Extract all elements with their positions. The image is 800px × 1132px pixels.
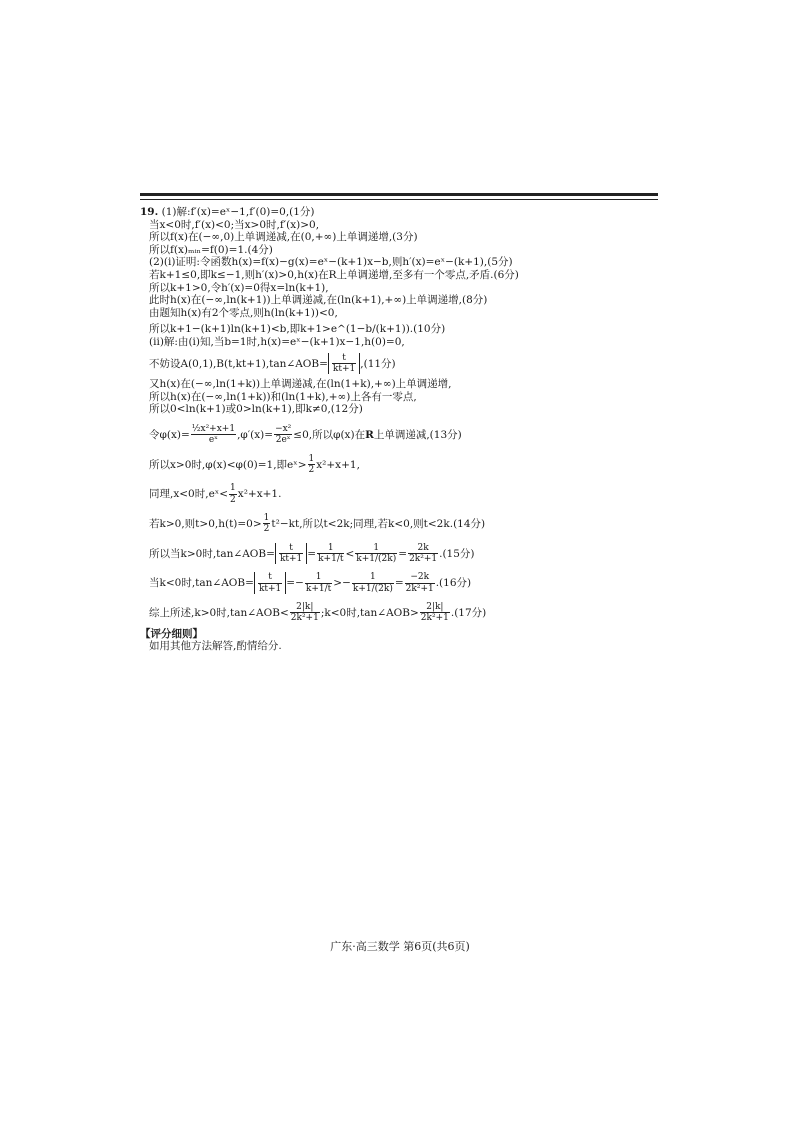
solution-line-22: 综上所述,k>0时,tan∠AOB< $\frac{2|k|}{\text{2k²+1}}$ ;k<0时,tan∠AOB> $\frac{2|k|}{\text{2k²+1}}$ .(17分) [149, 602, 487, 624]
fraction-one-over-k-plus-1-over-2k: $\frac{1}{k+1/(2k)}$ [356, 542, 397, 565]
fraction-one-over-k-plus-1-over-t: $\frac{1}{k+1/t}$ [318, 542, 344, 565]
solution-line-9: 由题知h(x)有2个零点,则h(ln(k+1))<0, [149, 306, 338, 319]
fraction-2k-over: $\frac{2k}{\text{2k²+1}}$ [409, 542, 438, 565]
solution-line-16: 令φ(x)= $\frac{\text{½x²+x+1}}{\text{eˣ}}$ ,φ′(x)= $\frac{\text{−x²}}{\text{2eˣ}}$ ≤0,所以φ(x)在R上单调递减,(13分) [149, 424, 462, 446]
header-rule-thick [140, 193, 658, 196]
abs-value [328, 353, 360, 375]
solution-line-12: 不妨设A(0,1),B(t,kt+1),tan∠AOB= $\frac{t}{kt+1}$ ,(11分) [149, 352, 396, 374]
fraction-phi-prime: $\frac{\text{−x²}}{\text{2eˣ}}$ [275, 424, 292, 446]
fraction-neg-2k-over: $\frac{-2k}{\text{2k²+1}}$ [405, 572, 434, 594]
solution-line-2: 当x<0时,f′(x)<0;当x>0时,f′(x)>0, [149, 218, 320, 231]
solution-line-17: 所以x>0时,φ(x)<φ(0)=1,即eˣ> $\frac{1}{2}$ x²+x+1, [149, 453, 360, 476]
solution-line-21: 当k<0时,tan∠AOB= $\frac{t}{kt+1}$ =− $\frac{1}{k+1/t}$ >− $\frac{1}{k+1/(2k)}$ = $\frac{-2k}{\text{2k²+1}}$ .(16分) [149, 572, 472, 594]
solution-line-19: 若k>0,则t>0,h(t)=0> $\frac{1}{2}$ t²−kt,所以t<2k;同理,若k<0,则t<2k.(14分) [149, 513, 486, 535]
fraction-t-over-kt1: $\frac{t}{kt+1}$ [332, 352, 356, 374]
fraction-2-abs-k-over: $\frac{2|k|}{\text{2k²+1}}$ [290, 602, 319, 624]
solution-line-11: (ii)解:由(i)知,当b=1时,h(x)=eˣ−(k+1)x−1,h(0)=0, [149, 335, 405, 348]
grading-heading: 【评分细则】 [140, 627, 203, 640]
fraction-one-over-k-plus-1-over-2k: $\frac{1}{k+1/(2k)}$ [352, 572, 393, 594]
grading-text: 如用其他方法解答,酌情给分. [149, 640, 282, 653]
solution-line-5: (2)(i)证明:令函数h(x)=f(x)−g(x)=eˣ−(k+1)x−b,则h′(x)=eˣ−(k+1),(5分) [149, 256, 513, 269]
solution-line-1: 19. (1)解:f′(x)=eˣ−1,f′(0)=0,(1分) [140, 206, 315, 218]
solution-line-4: 所以f(x)ₘᵢₙ=f(0)=1.(4分) [149, 243, 273, 256]
solution-line-20: 所以当k>0时,tan∠AOB= $\frac{t}{kt+1}$ = $\frac{1}{k+1/t}$ < $\frac{1}{k+1/(2k)}$ = $\frac{2k}{\text{2k²+1}}$ .(15分) [149, 542, 475, 565]
solution-line-18: 同理,x<0时,eˣ< $\frac{1}{2}$ x²+x+1. [149, 483, 282, 505]
solution-line-3: 所以f(x)在(−∞,0)上单调递减,在(0,+∞)上单调递增,(3分) [149, 231, 418, 244]
solution-line-15: 所以0<ln(k+1)或0>ln(k+1),即k≠0,(12分) [149, 403, 363, 416]
header-rule-thin [140, 199, 658, 200]
page-footer: 广东·高三数学 第6页(共6页) [330, 940, 470, 953]
solution-line-8: 此时h(x)在(−∞,ln(k+1))上单调递减,在(ln(k+1),+∞)上单调递增,(8分) [149, 294, 488, 307]
question-number: 19. [140, 206, 159, 218]
fraction-half: $\frac{1}{2}$ [263, 513, 270, 535]
solution-line-6: 若k+1≤0,即k≤−1,则h′(x)>0,h(x)在R上单调递增,至多有一个零点,矛盾.(6分) [149, 268, 519, 281]
abs-value [254, 572, 286, 594]
fraction-t-over-kt1: $\frac{t}{kt+1}$ [258, 572, 282, 594]
solution-line-7: 所以k+1>0,令h′(x)=0得x=ln(k+1), [149, 281, 329, 294]
solution-line-10: 所以k+1−(k+1)ln(k+1)<b,即k+1>e^(1−b/(k+1)).(10分) [149, 323, 446, 336]
fraction-half: $\frac{1}{2}$ [230, 483, 236, 505]
fraction-one-over-k-plus-1-over-t: $\frac{1}{k+1/t}$ [305, 572, 332, 594]
fraction-half: $\frac{1}{2}$ [308, 453, 315, 476]
solution-content [140, 206, 660, 653]
fraction-2-abs-k-over: $\frac{2|k|}{\text{2k²+1}}$ [420, 602, 449, 624]
solution-line-13: 又h(x)在(−∞,ln(1+k))上单调递减,在(ln(1+k),+∞)上单调递增, [149, 378, 452, 391]
fraction-t-over-kt1: $\frac{t}{kt+1}$ [279, 542, 303, 565]
abs-value [275, 543, 307, 565]
fraction-phi: $\frac{\text{½x²+x+1}}{\text{eˣ}}$ [191, 424, 236, 446]
solution-line-14: 所以h(x)在(−∞,ln(1+k))和(ln(1+k),+∞)上各有一零点, [149, 390, 417, 403]
